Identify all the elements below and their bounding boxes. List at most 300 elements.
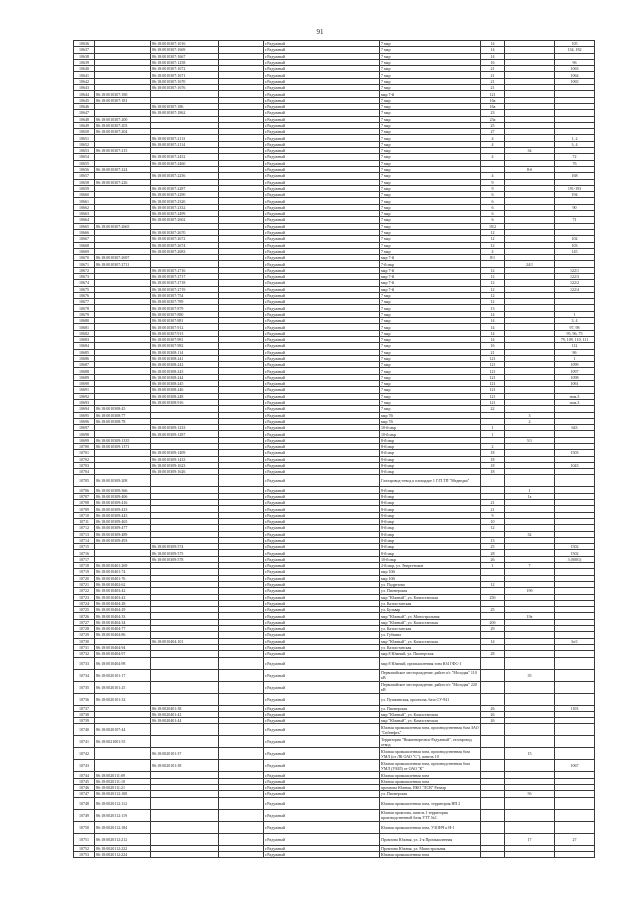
street-cell: 8-й мкр [380, 444, 481, 450]
city-cell: г.Радужный [264, 242, 380, 248]
city-cell: г.Радужный [264, 305, 380, 311]
city-cell: г.Радужный [264, 173, 380, 179]
street-cell: 8-й мкр [380, 537, 481, 543]
land-parcel-number-cell: 86:18:0010307:180 [95, 91, 151, 97]
row-number-cell: 10729 [74, 632, 95, 638]
table-row [74, 724, 595, 736]
row-number-cell: 10674 [74, 280, 95, 286]
apartment-cell: 71 [555, 217, 595, 223]
row-number-cell: 10688 [74, 368, 95, 374]
city-cell: г.Радужный [264, 736, 380, 748]
city-cell: г.Радужный [264, 833, 380, 845]
row-number-cell: 10653 [74, 148, 95, 154]
premises-number-cell: 86:18:0020401:44 [151, 718, 219, 724]
city-cell: г.Радужный [264, 412, 380, 418]
apartment-cell: 1, 2 [555, 135, 595, 141]
street-cell: ул. Пионерская [380, 705, 481, 711]
city-cell: г.Радужный [264, 462, 380, 468]
land-parcel-number-cell: 86:18:0010309:433 [95, 506, 151, 512]
object-number-cell [219, 693, 264, 705]
building-cell [505, 797, 555, 809]
street-cell: 7 мкр [380, 387, 481, 393]
city-cell: г.Радужный [264, 47, 380, 53]
city-cell: г.Радужный [264, 845, 380, 851]
house-cell: 4 [481, 248, 505, 254]
apartment-cell [555, 809, 595, 821]
house-cell: 21 [481, 506, 505, 512]
street-cell: Промзона Южная, ул. 2-я Промышленная [380, 833, 481, 845]
apartment-cell: 96 [555, 59, 595, 65]
city-cell: г.Радужный [264, 724, 380, 736]
city-cell: г.Радужный [264, 718, 380, 724]
premises-number-cell: 86:18:0010307:2719 [151, 286, 219, 292]
street-cell: Южная промышленная зона, УЗОНЧ к Н-1 [380, 821, 481, 833]
apartment-cell: 643 [555, 425, 595, 431]
premises-number-cell: 86:18:0010309:1623 [151, 462, 219, 468]
street-cell: 8-й мкр [380, 456, 481, 462]
house-cell: 29 [481, 626, 505, 632]
apartment-cell: 1064 [555, 72, 595, 78]
premises-number-cell [151, 681, 219, 693]
city-cell: г.Радужный [264, 299, 380, 305]
house-cell: 18 [481, 469, 505, 475]
street-cell: Южная промышленная зона [380, 772, 481, 778]
row-number-cell: 10646 [74, 103, 95, 109]
building-cell: 5/1 [505, 437, 555, 443]
street-cell: 8-й мкр [380, 544, 481, 550]
city-cell: г.Радужный [264, 475, 380, 487]
city-cell: г.Радужный [264, 760, 380, 772]
street-cell: 8-й мкр [380, 506, 481, 512]
row-number-cell: 10715 [74, 544, 95, 550]
land-parcel-number-cell: 86:18:0020101:25 [95, 681, 151, 693]
row-number-cell: 10652 [74, 141, 95, 147]
row-number-cell: 10728 [74, 626, 95, 632]
row-number-cell: 10641 [74, 72, 95, 78]
object-number-cell [219, 475, 264, 487]
house-cell: 121 [481, 381, 505, 387]
house-cell: 14 [481, 47, 505, 53]
street-cell: 10-й мкр [380, 431, 481, 437]
street-cell: мкр 7й [380, 418, 481, 424]
house-cell [481, 736, 505, 748]
street-cell: 7 мкр [380, 141, 481, 147]
street-cell: 7-й мкр [380, 261, 481, 267]
apartment-cell: 1 [555, 311, 595, 317]
building-cell [505, 475, 555, 487]
building-cell: 7 [505, 563, 555, 569]
land-parcel-number-cell: 86:18:0010402:62 [95, 581, 151, 587]
land-parcel-number-cell: 86:18:0010308:45 [95, 406, 151, 412]
land-parcel-number-cell: 86:18:0010403:43 [95, 594, 151, 600]
street-cell: 7 мкр [380, 173, 481, 179]
land-parcel-number-cell [95, 760, 151, 772]
row-number-cell: 10735 [74, 681, 95, 693]
premises-number-cell: 86:18:0010308:243 [151, 368, 219, 374]
city-cell: г.Радужный [264, 406, 380, 412]
street-cell: ул. Казахстанская [380, 644, 481, 650]
premises-number-cell: 86:18:0010307:2256 [151, 173, 219, 179]
city-cell: г.Радужный [264, 651, 380, 657]
row-number-cell: 10685 [74, 349, 95, 355]
row-number-cell: 10695 [74, 412, 95, 418]
premises-number-cell: 86:18:0010307:981 [151, 336, 219, 342]
row-number-cell: 10651 [74, 135, 95, 141]
house-cell: 14 [481, 330, 505, 336]
land-parcel-number-cell: 86:18:0010307:224 [95, 166, 151, 172]
building-cell [505, 821, 555, 833]
building-cell: 19б [505, 588, 555, 594]
house-cell: 1 [481, 431, 505, 437]
object-number-cell [219, 681, 264, 693]
land-parcel-number-cell: 86:18:0010309:477 [95, 525, 151, 531]
row-number-cell: 10655 [74, 160, 95, 166]
city-cell: г.Радужный [264, 135, 380, 141]
premises-number-cell: 86:18:0010307:754 [151, 292, 219, 298]
row-number-cell: 10672 [74, 267, 95, 273]
table-row [74, 821, 595, 833]
premises-number-cell [151, 833, 219, 845]
city-cell: г.Радужный [264, 204, 380, 210]
street-cell: Первомайское месторождение, район п/с "Молодая" 220 кВ [380, 681, 481, 693]
land-parcel-number-cell: 86:18:0010309:489 [95, 531, 151, 537]
row-number-cell: 10656 [74, 166, 95, 172]
premises-number-cell: 86:18:0010307:2674 [151, 242, 219, 248]
city-cell: г.Радужный [264, 851, 380, 857]
street-cell: мкр 7-й [380, 267, 481, 273]
apartment-cell: 1 [555, 355, 595, 361]
premises-number-cell: 86:18:0010307:1258 [151, 59, 219, 65]
street-cell: мкр "Южный", ул. Казахстанская [380, 718, 481, 724]
street-cell: ул. Пионерская [380, 791, 481, 797]
house-cell: 20б [481, 619, 505, 625]
land-parcel-number-cell: 86:18:0010307:215 [95, 148, 151, 154]
house-cell: 6 [481, 192, 505, 198]
premises-number-cell: 86:18:0010307:913 [151, 330, 219, 336]
premises-number-cell: 86:18:0010307:880 [151, 311, 219, 317]
house-cell: 12 [481, 229, 505, 235]
row-number-cell: 10680 [74, 318, 95, 324]
row-number-cell: 10645 [74, 97, 95, 103]
street-cell: 7 мкр [380, 103, 481, 109]
row-number-cell: 10665 [74, 223, 95, 229]
premises-number-cell: 86:18:0010308:916 [151, 399, 219, 405]
row-number-cell: 10738 [74, 711, 95, 717]
street-cell: мкр 7-й [380, 286, 481, 292]
row-number-cell: 10669 [74, 248, 95, 254]
row-number-cell: 10719 [74, 569, 95, 575]
apartment-cell: 1043 [555, 462, 595, 468]
house-cell: 18 [481, 462, 505, 468]
city-cell: г.Радужный [264, 318, 380, 324]
object-number-cell [219, 833, 264, 845]
house-cell: 1 [481, 563, 505, 569]
city-cell: г.Радужный [264, 261, 380, 267]
apartment-cell [555, 748, 595, 760]
city-cell: г.Радужный [264, 148, 380, 154]
row-number-cell: 10697 [74, 425, 95, 431]
land-parcel-number-cell: 86:18:0010404:77 [95, 626, 151, 632]
land-parcel-number-cell: 86:18:0021001:55 [95, 736, 151, 748]
row-number-cell: 10682 [74, 330, 95, 336]
house-cell: 6 [481, 211, 505, 217]
street-cell: 7 мкр [380, 374, 481, 380]
house-cell: 26 [481, 718, 505, 724]
row-number-cell: 10701 [74, 450, 95, 456]
row-number-cell: 10743 [74, 760, 95, 772]
house-cell: 12 [481, 280, 505, 286]
city-cell: г.Радужный [264, 72, 380, 78]
city-cell: г.Радужный [264, 772, 380, 778]
house-cell: 12 [481, 286, 505, 292]
city-cell: г.Радужный [264, 280, 380, 286]
city-cell: г.Радужный [264, 110, 380, 116]
street-cell: 10-й мкр [380, 425, 481, 431]
premises-number-cell [151, 809, 219, 821]
row-number-cell: 10687 [74, 362, 95, 368]
row-number-cell: 10648 [74, 116, 95, 122]
land-parcel-number-cell: 86:18:0010307:204 [95, 129, 151, 135]
row-number-cell: 10720 [74, 575, 95, 581]
city-cell: г.Радужный [264, 563, 380, 569]
land-parcel-number-cell: 86:18:0010404:97 [95, 651, 151, 657]
city-cell: г.Радужный [264, 821, 380, 833]
object-number-cell [219, 760, 264, 772]
apartment-cell [555, 724, 595, 736]
object-number-cell [219, 748, 264, 760]
premises-number-cell: 86:18:0010307:2287 [151, 185, 219, 191]
house-cell [481, 693, 505, 705]
premises-number-cell: 86:18:0010308:114 [151, 349, 219, 355]
city-cell: г.Радужный [264, 236, 380, 242]
city-cell: г.Радужный [264, 66, 380, 72]
table-row [74, 809, 595, 821]
street-cell: ул. Пушкинская, промзона, база СУ-941 [380, 693, 481, 705]
street-cell: Первомайское месторождение, район п/с "Молодая" 110 кВ [380, 669, 481, 681]
property-register-table [73, 40, 595, 858]
house-cell: 16 [481, 343, 505, 349]
row-number-cell: 10753 [74, 851, 95, 857]
apartment-cell: нож.3 [555, 399, 595, 405]
land-parcel-number-cell: 86:18:0020112:224 [95, 851, 151, 857]
street-cell: 7 мкр [380, 324, 481, 330]
apartment-cell: 194 [555, 192, 595, 198]
row-number-cell: 10737 [74, 705, 95, 711]
apartment-cell: 27 [555, 833, 595, 845]
house-cell: 121 [481, 362, 505, 368]
row-number-cell: 10684 [74, 343, 95, 349]
house-cell: 14 [481, 318, 505, 324]
row-number-cell: 10637 [74, 47, 95, 53]
row-number-cell: 10742 [74, 748, 95, 760]
house-cell [481, 760, 505, 772]
house-cell: 2 [481, 444, 505, 450]
house-cell: 18 [481, 456, 505, 462]
city-cell: г.Радужный [264, 588, 380, 594]
street-cell: 7 мкр [380, 110, 481, 116]
street-cell: 7 мкр [380, 248, 481, 254]
city-cell: г.Радужный [264, 217, 380, 223]
building-cell: 17 [505, 833, 555, 845]
apartment-cell: 3а/1 [555, 638, 595, 644]
land-parcel-number-cell: 86:18:0010404:94 [95, 644, 151, 650]
city-cell: г.Радужный [264, 569, 380, 575]
row-number-cell: 10667 [74, 236, 95, 242]
land-parcel-number-cell: 86:18:0010403:42 [95, 588, 151, 594]
row-number-cell: 10691 [74, 387, 95, 393]
street-cell: мкр 8 Южный, промышленная зона Ю4 ГФС-1 [380, 657, 481, 669]
row-number-cell: 10731 [74, 644, 95, 650]
house-cell: 26 [481, 556, 505, 562]
row-number-cell: 10705 [74, 475, 95, 487]
city-cell: г.Радужный [264, 619, 380, 625]
street-cell: 7 мкр [380, 343, 481, 349]
street-cell: мкр 7-й [380, 273, 481, 279]
row-number-cell: 10662 [74, 204, 95, 210]
house-cell: 23а [481, 116, 505, 122]
row-number-cell: 10694 [74, 406, 95, 412]
street-cell: мкр "Южный", ул. Казахстанская [380, 619, 481, 625]
row-number-cell: 10677 [74, 299, 95, 305]
building-cell: 1 [505, 487, 555, 493]
row-number-cell: 10750 [74, 821, 95, 833]
house-cell: 9 [481, 512, 505, 518]
city-cell: г.Радужный [264, 575, 380, 581]
premises-number-cell: 86:18:0010307:1669 [151, 47, 219, 53]
apartment-cell: 145 [555, 248, 595, 254]
land-parcel-number-cell: 86:18:0010404:29 [95, 607, 151, 613]
land-parcel-number-cell: 86:18:0010307:200 [95, 116, 151, 122]
house-cell: 27 [481, 129, 505, 135]
house-cell: 9 [481, 179, 505, 185]
apartment-cell: 1065 [555, 78, 595, 84]
street-cell: 7 мкр [380, 381, 481, 387]
row-number-cell: 10686 [74, 355, 95, 361]
city-cell: г.Радужный [264, 778, 380, 784]
city-cell: г.Радужный [264, 493, 380, 499]
row-number-cell: 10709 [74, 506, 95, 512]
apartment-cell: 134, 182 [555, 47, 595, 53]
apartment-cell [555, 851, 595, 857]
house-cell [481, 821, 505, 833]
city-cell: г.Радужный [264, 78, 380, 84]
premises-number-cell: 86:18:0010307:2290 [151, 192, 219, 198]
street-cell: 8-й мкр [380, 437, 481, 443]
house-cell: 22 [481, 406, 505, 412]
land-parcel-number-cell [95, 748, 151, 760]
premises-number-cell: 86:18:0010307:2332 [151, 204, 219, 210]
street-cell: 7 мкр [380, 47, 481, 53]
land-parcel-number-cell: 86:18:0020101:17 [95, 669, 151, 681]
street-cell: 7 мкр [380, 148, 481, 154]
premises-number-cell: 86:18:0020101:38 [151, 760, 219, 772]
city-cell: г.Радужный [264, 141, 380, 147]
row-number-cell: 10640 [74, 66, 95, 72]
street-cell: 7 мкр [380, 185, 481, 191]
apartment-cell: 122/4 [555, 286, 595, 292]
house-cell: 25 [481, 607, 505, 613]
premises-number-cell: 86:18:0010308:245 [151, 381, 219, 387]
city-cell: г.Радужный [264, 292, 380, 298]
city-cell: г.Радужный [264, 657, 380, 669]
premises-number-cell: 86:18:0010404:101 [151, 638, 219, 644]
house-cell: 121 [481, 368, 505, 374]
city-cell: г.Радужный [264, 103, 380, 109]
street-cell: 7 мкр [380, 229, 481, 235]
street-cell: ул. Подрезова [380, 581, 481, 587]
street-cell: Южная промышленная зона, производственная база УМЛ (УМЛ) от ОАО "К" [380, 760, 481, 772]
building-cell: 2 [505, 418, 555, 424]
row-number-cell: 10707 [74, 493, 95, 499]
premises-number-cell: 86:18:0010307:881 [151, 318, 219, 324]
house-cell: 4 [481, 135, 505, 141]
apartment-cell: 1063 [555, 66, 595, 72]
premises-number-cell: 86:18:0010307:1016 [151, 41, 219, 47]
street-cell: 7 мкр [380, 154, 481, 160]
land-parcel-number-cell: 86:18:0020112:100 [95, 791, 151, 797]
land-parcel-number-cell: 86:18:0010309:406 [95, 493, 151, 499]
premises-number-cell: 86:18:0010309:1409 [151, 450, 219, 456]
row-number-cell: 10744 [74, 772, 95, 778]
house-cell: 25б [481, 594, 505, 600]
street-cell: Южная промышленная зона [380, 851, 481, 857]
row-number-cell: 10647 [74, 110, 95, 116]
building-cell [505, 681, 555, 693]
land-parcel-number-cell: 86:18:0010309:465 [95, 518, 151, 524]
apartment-cell [555, 821, 595, 833]
street-cell: 7 мкр [380, 399, 481, 405]
street-cell: мкр 7-й [380, 255, 481, 261]
land-parcel-number-cell: 86:18:0010307:181 [95, 97, 151, 103]
object-number-cell [219, 809, 264, 821]
land-parcel-number-cell: 86:18:0010404:86 [95, 632, 151, 638]
city-cell: г.Радужный [264, 705, 380, 711]
street-cell: 8-й мкр [380, 450, 481, 456]
building-cell [505, 724, 555, 736]
premises-number-cell: 86:18:0010307:912 [151, 324, 219, 330]
row-number-cell: 10726 [74, 613, 95, 619]
land-parcel-number-cell: 86:18:0010307:2665 [95, 223, 151, 229]
city-cell: г.Радужный [264, 349, 380, 355]
row-number-cell: 10643 [74, 85, 95, 91]
premises-number-cell: 86:18:0010307:2672 [151, 236, 219, 242]
apartment-cell: 76 [555, 160, 595, 166]
street-cell: мкр "Южный", ул. Магистральная [380, 613, 481, 619]
house-cell: 12 [481, 299, 505, 305]
house-cell: 121 [481, 387, 505, 393]
street-cell: 7 мкр [380, 336, 481, 342]
premises-number-cell: 86:18:0010307:2452 [151, 154, 219, 160]
building-cell: 3 [505, 412, 555, 418]
row-number-cell: 10700 [74, 444, 95, 450]
city-cell: г.Радужный [264, 537, 380, 543]
city-cell: г.Радужный [264, 374, 380, 380]
row-number-cell: 10671 [74, 261, 95, 267]
city-cell: г.Радужный [264, 324, 380, 330]
land-parcel-number-cell: 86:18:0010401:76 [95, 575, 151, 581]
row-number-cell: 10724 [74, 600, 95, 606]
street-cell: мкр 7-й [380, 91, 481, 97]
house-cell: 21 [481, 85, 505, 91]
premises-number-cell: 86:18:0010307:1676 [151, 85, 219, 91]
street-cell: Газопровод-отвод к площадке 1 Г/П ТП "Медведка" [380, 475, 481, 487]
land-parcel-number-cell: 86:18:0010404:28 [95, 600, 151, 606]
apartment-cell: 1099 [555, 362, 595, 368]
street-cell: 8-й мкр [380, 500, 481, 506]
apartment-cell: 168 [555, 173, 595, 179]
premises-number-cell: 86:18:0010307:879 [151, 305, 219, 311]
apartment-cell: 191-193 [555, 185, 595, 191]
